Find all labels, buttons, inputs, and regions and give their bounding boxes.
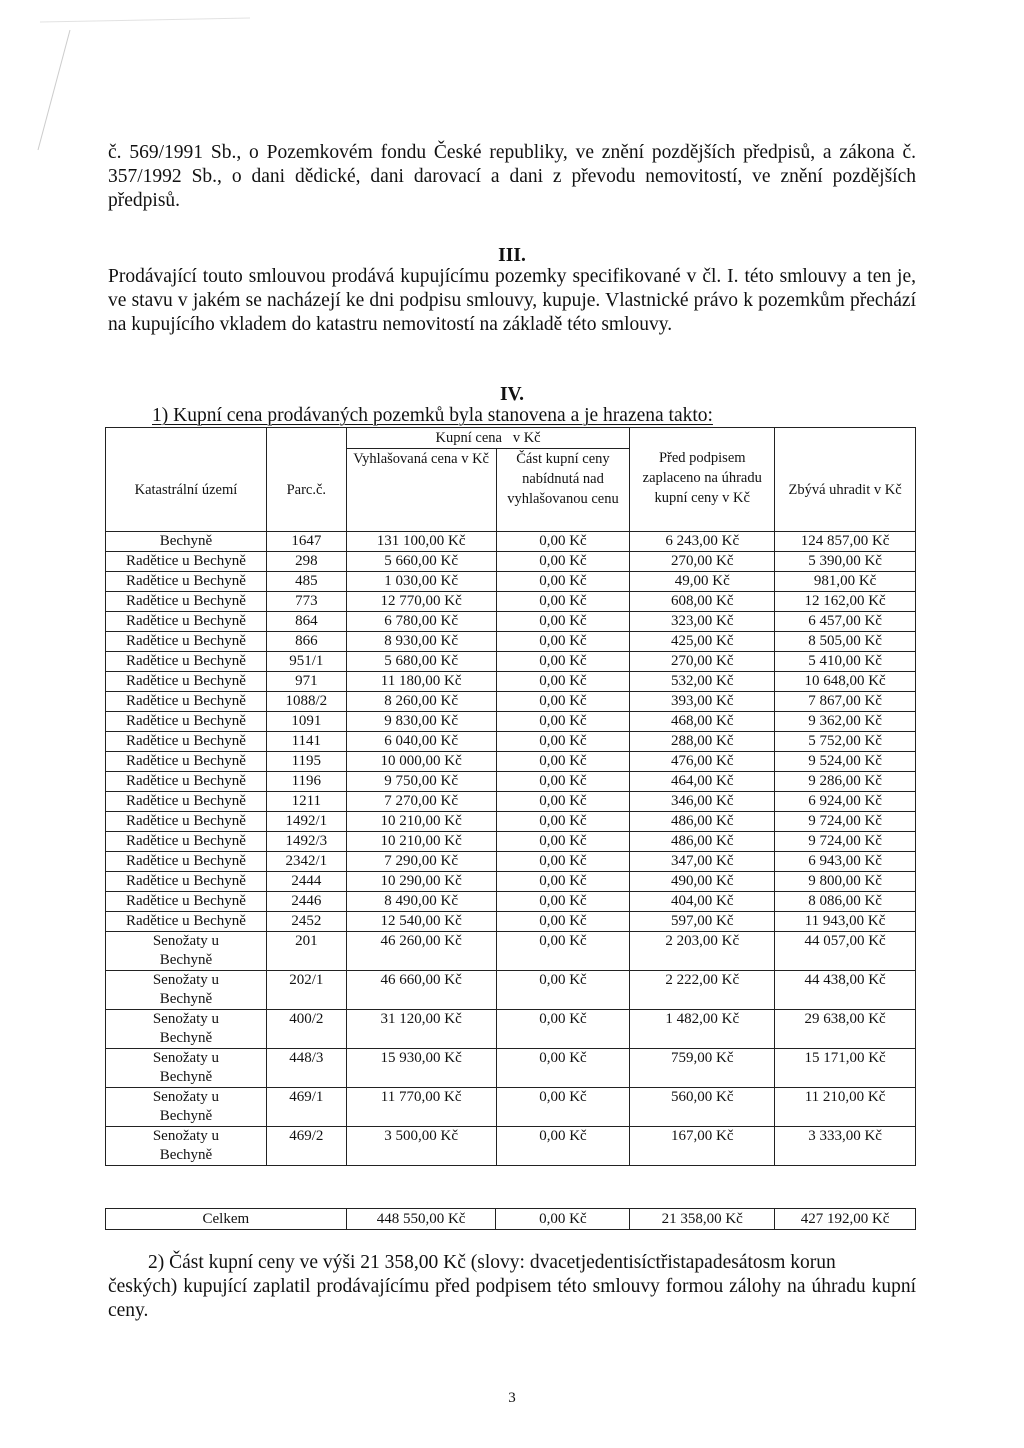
cell-part: 0,00 Kč: [496, 592, 630, 612]
cell-parcel: 951/1: [266, 652, 346, 672]
cell-remaining: 9 724,00 Kč: [775, 812, 916, 832]
cell-remaining: 29 638,00 Kč: [775, 1010, 916, 1049]
table-row: [106, 692, 916, 712]
cell-parcel: 1141: [266, 732, 346, 752]
header-price-group: Kupní cena v Kč: [346, 428, 630, 449]
cell-announced: 5 680,00 Kč: [346, 652, 496, 672]
cell-territory: Radětice u Bechyně: [106, 772, 267, 792]
cell-territory: Radětice u Bechyně: [106, 612, 267, 632]
cell-parcel: 202/1: [266, 971, 346, 1010]
table-row: [106, 752, 916, 772]
cell-announced: 46 260,00 Kč: [346, 932, 496, 971]
cell-part: 0,00 Kč: [496, 672, 630, 692]
cell-announced: 8 490,00 Kč: [346, 892, 496, 912]
cell-paid: 425,00 Kč: [630, 632, 775, 652]
section-iv-heading: IV.: [499, 384, 525, 405]
table-row: [106, 672, 916, 692]
header-parcel: Parc.č.: [266, 428, 346, 532]
cell-paid: 608,00 Kč: [630, 592, 775, 612]
section-iii-paragraph: Prodávající touto smlouvou prodává kupujícímu pozemky specifikované v čl. I. této smlouvy a ten je, ve stavu v jakém se nacházejí ke dni podpisu smlouvy, kupuje. Vlastnické právo k pozemkům přechází na kupujícího vkladem do katastru nemovitostí na základě této smlouvy.: [108, 266, 916, 335]
table-row: [106, 632, 916, 652]
total-table: [105, 1208, 916, 1230]
cell-parcel: 400/2: [266, 1010, 346, 1049]
table-row: [106, 832, 916, 852]
cell-paid: 2 222,00 Kč: [630, 971, 775, 1010]
cell-remaining: 6 924,00 Kč: [775, 792, 916, 812]
cell-part: 0,00 Kč: [496, 832, 630, 852]
total-part: 0,00 Kč: [496, 1209, 630, 1230]
cell-remaining: 11 210,00 Kč: [775, 1088, 916, 1127]
cell-territory: Senožaty u Bechyně: [106, 1088, 267, 1127]
page-number: 3: [508, 1390, 516, 1406]
cell-announced: 6 040,00 Kč: [346, 732, 496, 752]
cell-remaining: 9 362,00 Kč: [775, 712, 916, 732]
cell-part: 0,00 Kč: [496, 971, 630, 1010]
table-row: [106, 532, 916, 552]
cell-remaining: 981,00 Kč: [775, 572, 916, 592]
cell-territory: Senožaty u Bechyně: [106, 1127, 267, 1166]
cell-remaining: 8 086,00 Kč: [775, 892, 916, 912]
cell-paid: 347,00 Kč: [630, 852, 775, 872]
total-remaining: 427 192,00 Kč: [775, 1209, 916, 1230]
cell-part: 0,00 Kč: [496, 872, 630, 892]
total-row: [106, 1209, 916, 1230]
cell-remaining: 9 724,00 Kč: [775, 832, 916, 852]
table-row: [106, 1088, 916, 1127]
paragraph-2-first-line: 2) Část kupní ceny ve výši 21 358,00 Kč (slovy: dvacetjedentisíctřistapadesátosm korun: [148, 1252, 836, 1273]
cell-part: 0,00 Kč: [496, 1088, 630, 1127]
cell-paid: 6 243,00 Kč: [630, 532, 775, 552]
cell-territory: Radětice u Bechyně: [106, 852, 267, 872]
cell-part: 0,00 Kč: [496, 572, 630, 592]
table-row: [106, 572, 916, 592]
cell-paid: 759,00 Kč: [630, 1049, 775, 1088]
table-row: [106, 812, 916, 832]
table-row: [106, 652, 916, 672]
cell-remaining: 5 752,00 Kč: [775, 732, 916, 752]
total-announced: 448 550,00 Kč: [346, 1209, 496, 1230]
cell-remaining: 44 438,00 Kč: [775, 971, 916, 1010]
cell-announced: 3 500,00 Kč: [346, 1127, 496, 1166]
section-iii-heading: III.: [498, 245, 526, 266]
cell-paid: 393,00 Kč: [630, 692, 775, 712]
cell-announced: 46 660,00 Kč: [346, 971, 496, 1010]
cell-territory: Radětice u Bechyně: [106, 592, 267, 612]
cell-announced: 9 750,00 Kč: [346, 772, 496, 792]
cell-territory: Radětice u Bechyně: [106, 892, 267, 912]
table-row: [106, 792, 916, 812]
cell-part: 0,00 Kč: [496, 852, 630, 872]
cell-paid: 486,00 Kč: [630, 832, 775, 852]
cell-parcel: 866: [266, 632, 346, 652]
cell-part: 0,00 Kč: [496, 772, 630, 792]
cell-territory: Radětice u Bechyně: [106, 692, 267, 712]
cell-part: 0,00 Kč: [496, 712, 630, 732]
cell-territory: Radětice u Bechyně: [106, 912, 267, 932]
cell-part: 0,00 Kč: [496, 1127, 630, 1166]
table-row: [106, 1010, 916, 1049]
cell-paid: 2 203,00 Kč: [630, 932, 775, 971]
header-part: Část kupní ceny nabídnutá nad vyhlašovanou cenu: [496, 449, 630, 532]
table-row: [106, 852, 916, 872]
table-row: [106, 612, 916, 632]
cell-territory: Radětice u Bechyně: [106, 872, 267, 892]
cell-paid: 288,00 Kč: [630, 732, 775, 752]
table-row: [106, 971, 916, 1010]
cell-territory: Radětice u Bechyně: [106, 652, 267, 672]
price-table-body: [106, 532, 916, 1166]
cell-paid: 532,00 Kč: [630, 672, 775, 692]
cell-paid: 597,00 Kč: [630, 912, 775, 932]
cell-paid: 270,00 Kč: [630, 552, 775, 572]
cell-territory: Senožaty u Bechyně: [106, 971, 267, 1010]
cell-announced: 10 000,00 Kč: [346, 752, 496, 772]
cell-paid: 167,00 Kč: [630, 1127, 775, 1166]
table-row: [106, 892, 916, 912]
cell-paid: 476,00 Kč: [630, 752, 775, 772]
cell-part: 0,00 Kč: [496, 1049, 630, 1088]
cell-part: 0,00 Kč: [496, 652, 630, 672]
cell-announced: 6 780,00 Kč: [346, 612, 496, 632]
cell-territory: Radětice u Bechyně: [106, 732, 267, 752]
cell-remaining: 5 390,00 Kč: [775, 552, 916, 572]
table-row: [106, 872, 916, 892]
header-remaining: Zbývá uhradit v Kč: [775, 428, 916, 532]
cell-territory: Radětice u Bechyně: [106, 572, 267, 592]
cell-paid: 486,00 Kč: [630, 812, 775, 832]
cell-parcel: 469/1: [266, 1088, 346, 1127]
cell-territory: Radětice u Bechyně: [106, 672, 267, 692]
cell-paid: 323,00 Kč: [630, 612, 775, 632]
cell-announced: 9 830,00 Kč: [346, 712, 496, 732]
cell-remaining: 8 505,00 Kč: [775, 632, 916, 652]
total-table-wrapper: [105, 1208, 916, 1230]
cell-parcel: 485: [266, 572, 346, 592]
header-announced: Vyhlašovaná cena v Kč: [346, 449, 496, 532]
cell-parcel: 2452: [266, 912, 346, 932]
cell-paid: 346,00 Kč: [630, 792, 775, 812]
cell-paid: 490,00 Kč: [630, 872, 775, 892]
table-row: [106, 912, 916, 932]
cell-part: 0,00 Kč: [496, 612, 630, 632]
table-row: [106, 552, 916, 572]
cell-parcel: 1647: [266, 532, 346, 552]
table-row: [106, 732, 916, 752]
cell-announced: 10 290,00 Kč: [346, 872, 496, 892]
cell-part: 0,00 Kč: [496, 1010, 630, 1049]
table-row: [106, 1049, 916, 1088]
cell-parcel: 864: [266, 612, 346, 632]
cell-parcel: 1088/2: [266, 692, 346, 712]
cell-territory: Senožaty u Bechyně: [106, 932, 267, 971]
cell-parcel: 298: [266, 552, 346, 572]
cell-remaining: 3 333,00 Kč: [775, 1127, 916, 1166]
cell-remaining: 7 867,00 Kč: [775, 692, 916, 712]
table-row: [106, 772, 916, 792]
cell-announced: 7 270,00 Kč: [346, 792, 496, 812]
paragraph-2-rest: českých) kupující zaplatil prodávajícímu před podpisem této smlouvy formou zálohy na úhradu kupní ceny.: [108, 1276, 916, 1321]
cell-remaining: 5 410,00 Kč: [775, 652, 916, 672]
cell-parcel: 1196: [266, 772, 346, 792]
header-territory: Katastrální území: [106, 428, 267, 532]
cell-territory: Radětice u Bechyně: [106, 552, 267, 572]
cell-remaining: 9 800,00 Kč: [775, 872, 916, 892]
cell-part: 0,00 Kč: [496, 792, 630, 812]
cell-remaining: 44 057,00 Kč: [775, 932, 916, 971]
cell-announced: 1 030,00 Kč: [346, 572, 496, 592]
cell-remaining: 9 286,00 Kč: [775, 772, 916, 792]
cell-parcel: 1195: [266, 752, 346, 772]
cell-paid: 270,00 Kč: [630, 652, 775, 672]
cell-announced: 10 210,00 Kč: [346, 832, 496, 852]
cell-paid: 404,00 Kč: [630, 892, 775, 912]
cell-parcel: 773: [266, 592, 346, 612]
cell-territory: Radětice u Bechyně: [106, 632, 267, 652]
cell-territory: Radětice u Bechyně: [106, 712, 267, 732]
cell-territory: Radětice u Bechyně: [106, 832, 267, 852]
cell-remaining: 6 457,00 Kč: [775, 612, 916, 632]
cell-part: 0,00 Kč: [496, 692, 630, 712]
cell-remaining: 124 857,00 Kč: [775, 532, 916, 552]
cell-parcel: 448/3: [266, 1049, 346, 1088]
cell-parcel: 469/2: [266, 1127, 346, 1166]
cell-announced: 10 210,00 Kč: [346, 812, 496, 832]
cell-territory: Bechyně: [106, 532, 267, 552]
cell-territory: Senožaty u Bechyně: [106, 1010, 267, 1049]
cell-announced: 131 100,00 Kč: [346, 532, 496, 552]
cell-parcel: 2446: [266, 892, 346, 912]
cell-parcel: 2342/1: [266, 852, 346, 872]
cell-announced: 15 930,00 Kč: [346, 1049, 496, 1088]
cell-paid: 1 482,00 Kč: [630, 1010, 775, 1049]
cell-remaining: 12 162,00 Kč: [775, 592, 916, 612]
price-table-wrapper: [105, 427, 916, 1166]
cell-part: 0,00 Kč: [496, 812, 630, 832]
table-row: [106, 592, 916, 612]
cell-announced: 12 770,00 Kč: [346, 592, 496, 612]
cell-remaining: 15 171,00 Kč: [775, 1049, 916, 1088]
cell-remaining: 9 524,00 Kč: [775, 752, 916, 772]
price-table: [105, 427, 916, 1166]
cell-announced: 8 930,00 Kč: [346, 632, 496, 652]
cell-paid: 560,00 Kč: [630, 1088, 775, 1127]
total-label: Celkem: [106, 1209, 347, 1230]
cell-paid: 49,00 Kč: [630, 572, 775, 592]
cell-parcel: 971: [266, 672, 346, 692]
cell-parcel: 1492/1: [266, 812, 346, 832]
cell-announced: 11 770,00 Kč: [346, 1088, 496, 1127]
cell-part: 0,00 Kč: [496, 632, 630, 652]
intro-paragraph: č. 569/1991 Sb., o Pozemkovém fondu České republiky, ve znění pozdějších předpisů, a zákona č. 357/1992 Sb., o dani dědické, dani darovací a dani z převodu nemovitostí, ve znění pozdějších předpisů.: [108, 142, 916, 211]
cell-part: 0,00 Kč: [496, 732, 630, 752]
cell-announced: 5 660,00 Kč: [346, 552, 496, 572]
price-caption: 1) Kupní cena prodávaných pozemků byla stanovena a je hrazena takto:: [152, 405, 713, 426]
cell-announced: 31 120,00 Kč: [346, 1010, 496, 1049]
cell-part: 0,00 Kč: [496, 752, 630, 772]
cell-part: 0,00 Kč: [496, 932, 630, 971]
table-row: [106, 712, 916, 732]
total-paid: 21 358,00 Kč: [630, 1209, 775, 1230]
cell-parcel: 2444: [266, 872, 346, 892]
table-row: [106, 932, 916, 971]
cell-announced: 12 540,00 Kč: [346, 912, 496, 932]
cell-part: 0,00 Kč: [496, 912, 630, 932]
cell-territory: Radětice u Bechyně: [106, 752, 267, 772]
cell-territory: Radětice u Bechyně: [106, 812, 267, 832]
cell-part: 0,00 Kč: [496, 532, 630, 552]
cell-parcel: 1211: [266, 792, 346, 812]
cell-paid: 464,00 Kč: [630, 772, 775, 792]
table-row: [106, 1127, 916, 1166]
cell-parcel: 1091: [266, 712, 346, 732]
cell-remaining: 10 648,00 Kč: [775, 672, 916, 692]
cell-part: 0,00 Kč: [496, 552, 630, 572]
cell-territory: Senožaty u Bechyně: [106, 1049, 267, 1088]
cell-paid: 468,00 Kč: [630, 712, 775, 732]
cell-announced: 7 290,00 Kč: [346, 852, 496, 872]
cell-part: 0,00 Kč: [496, 892, 630, 912]
cell-parcel: 201: [266, 932, 346, 971]
cell-announced: 8 260,00 Kč: [346, 692, 496, 712]
cell-remaining: 11 943,00 Kč: [775, 912, 916, 932]
cell-announced: 11 180,00 Kč: [346, 672, 496, 692]
cell-parcel: 1492/3: [266, 832, 346, 852]
cell-territory: Radětice u Bechyně: [106, 792, 267, 812]
cell-remaining: 6 943,00 Kč: [775, 852, 916, 872]
header-paid: Před podpisem zaplaceno na úhradu kupní ceny v Kč: [630, 428, 775, 532]
